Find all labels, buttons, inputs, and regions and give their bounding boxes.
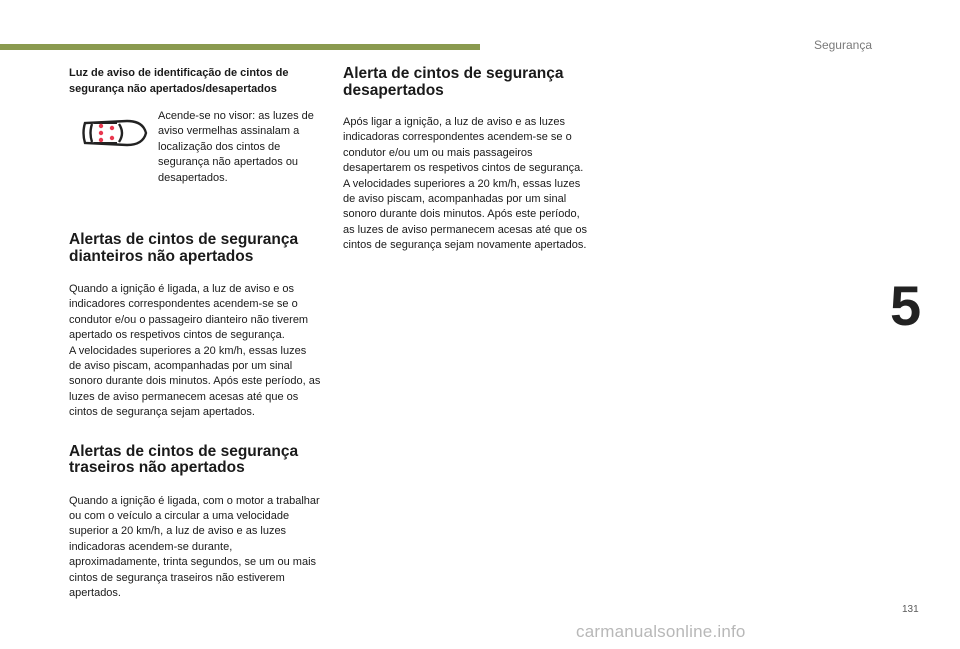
section-label: Segurança [813,38,872,52]
rear-seatbelt-body: Quando a ignição é ligada, com o motor a trabalhar ou com o veículo a circular a uma velocidade superior a 20 km/h, a luz de aviso e as luzes indicadoras acendem-se durante, aproximadamente, trinta segundos, se um ou mais cintos de segurança traseiros não estiverem apertados. [69,494,320,600]
page-number: 131 [902,604,919,615]
front-seatbelt-heading: Alertas de cintos de segurança dianteiros não apertados [69,231,299,265]
icon-block [69,109,321,189]
front-seatbelt-body: Quando a ignição é ligada, a luz de aviso e os indicadores correspondentes acendem-se se o condutor e/ou o passageiro dianteiro não tiverem apertado os respetivos cintos de segurança. A velocidades superiores a 20 km/h, essas luzes de aviso piscam, acompanhadas por um sinal sonoro durante dois minutos. Após este período, as luzes de aviso permanecem acesas até que os cintos de segurança sejam apertados. [69,283,321,419]
right-column [343,66,593,254]
rear-seatbelt-heading: Alertas de cintos de segurança traseiros não apertados [69,442,299,477]
left-column [69,66,321,602]
seatbelt-warning-car-icon [79,117,149,149]
chapter-number: 5 [890,274,922,337]
warning-light-subheading: Luz de aviso de identificação de cintos de segurança não apertados/desapertados [69,67,289,95]
icon-description: Acende-se no visor: as luzes de aviso vermelhas assinalam a localização dos cintos de segurança não apertados ou desapertados. [158,110,314,184]
unfastened-alert-body: Após ligar a ignição, a luz de aviso e as luzes indicadoras correspondentes acendem-se se o condutor e/ou um ou mais passageiros desapertarem os respetivos cintos de segurança. A velocidades superiores a 20 km/h, essas luzes de aviso piscam, acompanhadas por um sinal sonoro durante dois minutos. Após este período, as luzes de aviso permanecem acesas até que os cintos de segurança sejam novamente apertados. [343,116,587,252]
header-accent-bar [0,44,480,50]
unfastened-alert-heading: Alerta de cintos de segurança desapertados [343,65,564,99]
watermark: carmanualsonline.info [576,622,746,641]
